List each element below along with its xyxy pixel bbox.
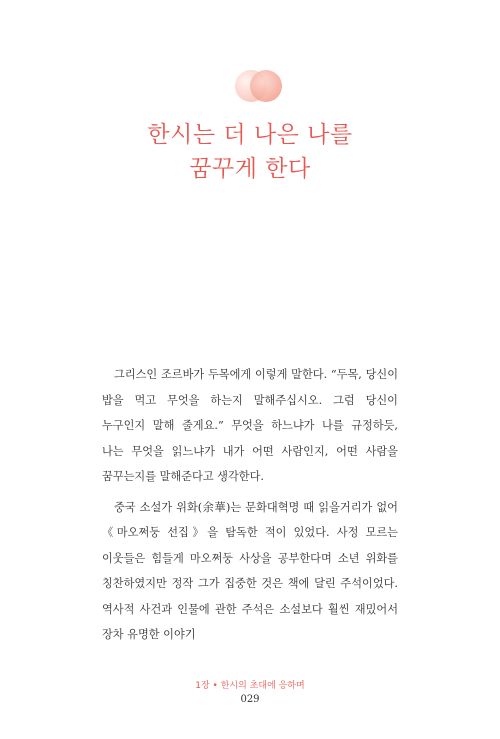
chapter-title-line-2: 꿈꾸게 한다 — [189, 156, 311, 182]
chapter-title-line-1: 한시는 더 나은 나를 — [147, 122, 353, 148]
paragraph: 중국 소설가 위화(余華)는 문화대혁명 때 읽을거리가 없어 《마오쩌둥 선집》을 탐독한 적이 있었다. 사정 모르는 이웃들은 힘들게 마오쩌둥 사상을 공부한다며 소년 위화를 칭찬하였지만 정작 그가 집중한 것은 책에 달린 주석이었다. 역사적 사건과 인물에 관한 주석은 소설보다 훨씬 재밌어서 장차 유명한 이야기 — [102, 500, 398, 641]
paragraph: 그리스인 조르바가 두목에게 이렇게 말한다. “두목, 당신이 밥을 먹고 무엇을 하는지 말해주십시오. 그럼 당신이 누구인지 말해 줄게요.” 무엇을 하느냐가 나를 규정하듯, 나는 무엇을 읽느냐가 내가 어떤 사람인지, 어떤 사람을 꿈꾸는지를 말해준다고 생각한다. — [102, 368, 398, 483]
overlapping-circles-icon — [235, 66, 283, 106]
body-text — [102, 362, 398, 653]
page-number: 029 — [240, 694, 260, 705]
running-footer: 1장 • 한시의 초대에 응하며 — [195, 681, 305, 691]
